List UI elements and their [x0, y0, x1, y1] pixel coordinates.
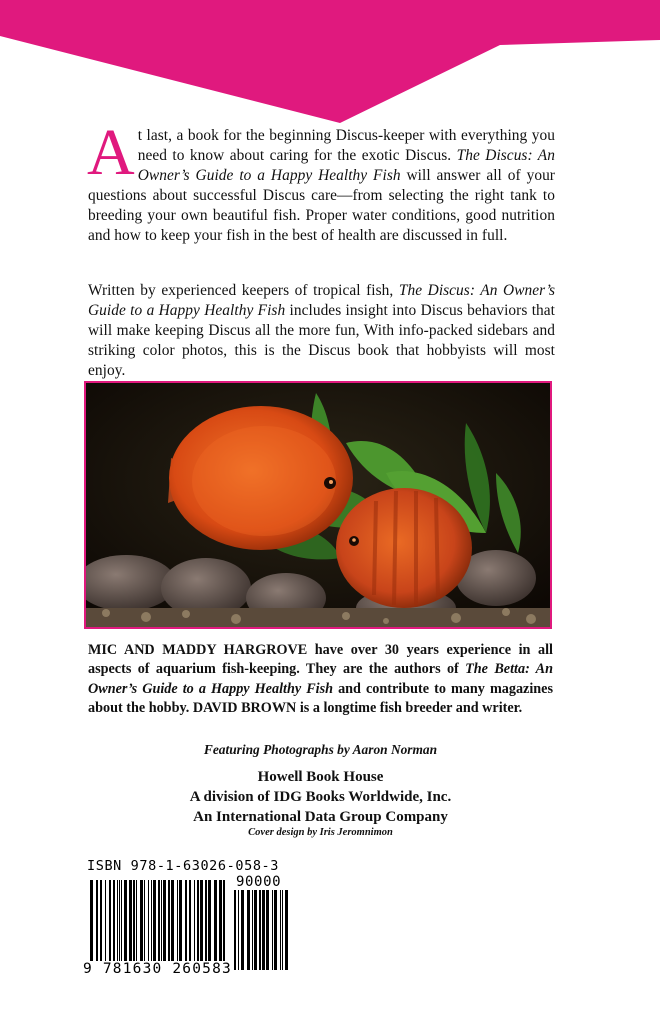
barcode-bar [274, 890, 277, 970]
intro-book-title: The Discus: An Owner’s Guide to a Happy Healthy Fish [137, 147, 556, 184]
barcode-bar [163, 880, 166, 970]
barcode-bar [129, 880, 132, 970]
price-code: 90000 [236, 874, 282, 890]
bio-text-after: and contribute to many magazines about the hobby. DAVID BROWN is a longtime fish breeder and writer. [88, 680, 553, 716]
cover-design-credit: Cover design by Iris Jeromnimon [248, 827, 393, 838]
barcode-bar [90, 880, 93, 970]
barcode-bar [259, 890, 261, 970]
barcode-bar [153, 880, 156, 970]
barcode-bar [117, 880, 118, 970]
barcode-bar [272, 890, 273, 970]
barcode-bar [177, 880, 178, 970]
intro-paragraph [87, 116, 556, 246]
barcode-bar [205, 880, 207, 970]
barcode-bar [168, 880, 170, 970]
barcode-bar [171, 880, 174, 970]
barcode-bar [179, 880, 182, 970]
barcode-bar [189, 880, 191, 970]
barcode-bar [200, 880, 203, 970]
barcode-bar [214, 880, 217, 970]
barcode-bar [133, 880, 135, 970]
banner-shape [0, 0, 660, 123]
barcode-bar [219, 880, 222, 970]
barcode-bar [161, 880, 162, 970]
photo-credit: Featuring Photographs by Aaron Norman [203, 742, 438, 757]
barcode-bar [148, 880, 149, 970]
barcode-bar [238, 890, 239, 970]
publisher-company: An International Data Group Company [193, 809, 448, 825]
barcode-bar [121, 880, 122, 970]
barcode-bar [105, 880, 106, 970]
barcode-bar [266, 890, 269, 970]
publisher-block [88, 767, 553, 827]
barcode-bar [234, 890, 236, 970]
barcode-bar [262, 890, 265, 970]
top-banner [0, 0, 660, 130]
barcode-bar [113, 880, 115, 970]
barcode-main [90, 880, 228, 970]
barcode-bar [185, 880, 187, 970]
barcode-bar [96, 880, 98, 970]
barcode-bar [109, 880, 111, 970]
barcode-addon [234, 890, 290, 970]
isbn-label: ISBN 978-1-63026-058-3 [87, 858, 280, 874]
intro-text: t last, a book for the beginning Discus-keeper with everything you need to know about caring for the exotic Discus. [137, 127, 555, 164]
publisher-name: Howell Book House [257, 769, 384, 785]
second-paragraph [88, 281, 555, 381]
second-text-after: includes insight into Discus behaviors that will make keeping Discus all the more fun, With info-packed sidebars and striking color photos, this is the Discus book that hobbyists will most enjoy. [88, 302, 555, 379]
second-book-title: The Discus: An Owner’s Guide to a Happy Healthy Fish [88, 282, 555, 319]
barcode-bar [197, 880, 199, 970]
barcode-bar [100, 880, 102, 970]
barcode-bar [254, 890, 257, 970]
discus-photo [84, 381, 552, 629]
bio-text: MIC AND MADDY HARGROVE have over 30 years experience in all aspects of aquarium fish-keeping. They are the authors of [88, 642, 553, 678]
barcode-bar [124, 880, 127, 970]
barcode-bar [241, 890, 244, 970]
drop-cap: A [87, 116, 135, 189]
barcode-digits: 9 781630 260583 [83, 961, 232, 977]
barcode-bar [280, 890, 281, 970]
barcode-bar [194, 880, 195, 970]
author-bio [88, 641, 553, 718]
barcode-bar [119, 880, 120, 970]
barcode-bar [136, 880, 137, 970]
discus-fish-large [168, 406, 353, 550]
barcode-bar [144, 880, 145, 970]
discus-fish-small [336, 488, 472, 608]
barcode-bar [140, 880, 143, 970]
barcode-bar [282, 890, 283, 970]
barcode-bar [223, 880, 225, 970]
publisher-division: A division of IDG Books Worldwide, Inc. [189, 789, 452, 805]
intro-text-after: will answer all of your questions about successful Discus care—from selecting the right tank to breeding your own beautiful fish. Proper water conditions, good nutrition and how to keep your fish in the best of health are discussed in full. [88, 167, 555, 244]
barcode-bar [208, 880, 211, 970]
barcode-bar [158, 880, 160, 970]
barcode-bar [285, 890, 288, 970]
barcode-bar [252, 890, 253, 970]
bio-book-title: The Betta: An Owner’s Guide to a Happy Healthy Fish [88, 661, 553, 697]
second-text: Written by experienced keepers of tropical fish, [88, 282, 399, 299]
barcode-bar [247, 890, 250, 970]
barcode-bar [151, 880, 152, 970]
